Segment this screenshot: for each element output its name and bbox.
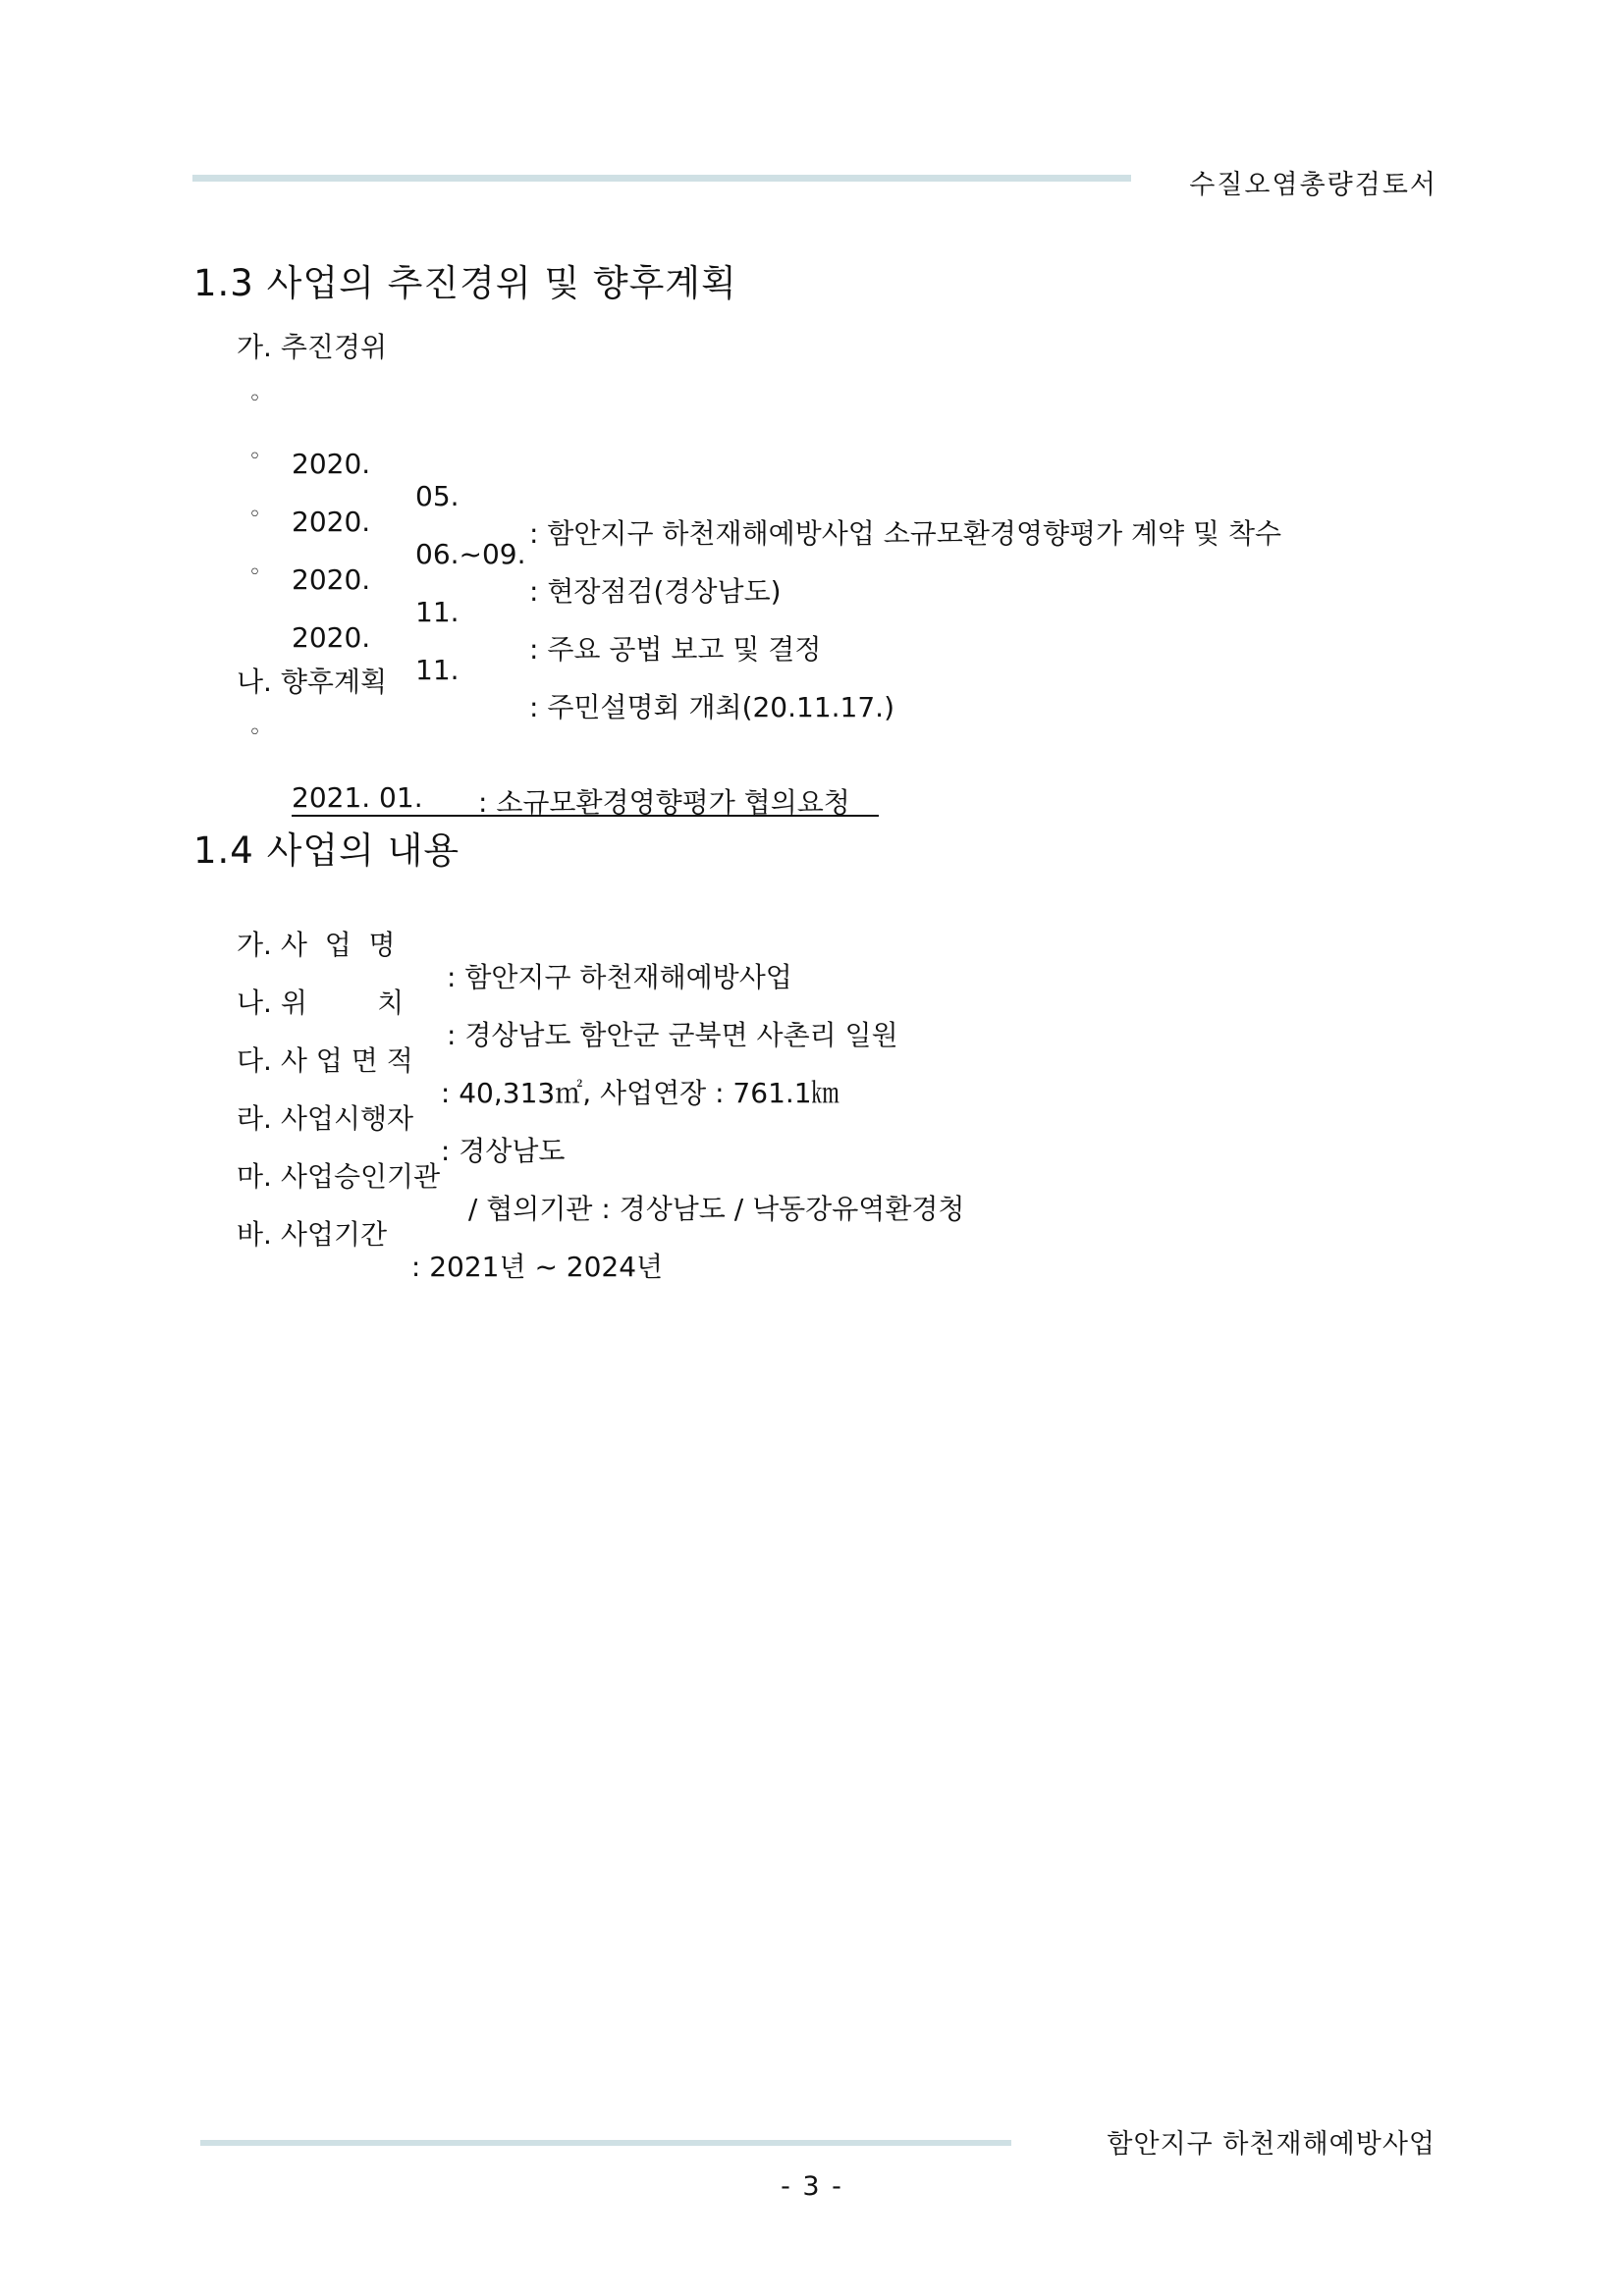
detail-label: 라. 사업시행자: [237, 1102, 414, 1135]
bullet-icon: ◦: [248, 445, 261, 469]
detail-value: : 2021년 ~ 2024년: [403, 1251, 664, 1283]
section-1-4-title: 1.4 사업의 내용: [193, 829, 460, 872]
detail-row: [0, 1181, 1624, 1283]
bullet-icon: ◦: [248, 561, 261, 585]
detail-row: [0, 1007, 1624, 1109]
plan-date: 2021. 01.: [292, 781, 423, 814]
header-divider: [192, 175, 1131, 182]
plan-subtitle: 나. 향후계획: [237, 666, 388, 698]
detail-row: [0, 949, 1624, 1051]
plan-entry: [292, 781, 879, 817]
document-footer-title: 함안지구 하천재해예방사업: [1107, 2129, 1435, 2160]
detail-label: 다. 사 업 면 적: [237, 1044, 413, 1077]
progress-year: 2020.: [292, 621, 371, 654]
bullet-icon: ◦: [248, 387, 261, 411]
bullet-icon: ◦: [248, 721, 261, 745]
progress-month: 05.: [415, 480, 460, 512]
detail-label: 마. 사업승인기관: [237, 1160, 441, 1193]
progress-year: 2020.: [292, 506, 371, 538]
detail-label: 바. 사업기간: [237, 1218, 388, 1251]
detail-row: [0, 1065, 1624, 1167]
progress-month: 11.: [415, 654, 460, 686]
section-1-3-title: 1.3 사업의 추진경위 및 향후계획: [193, 262, 737, 304]
detail-value: : 경상남도: [432, 1135, 566, 1167]
detail-label: 나. 위 치: [237, 987, 405, 1019]
progress-year: 2020.: [292, 448, 371, 480]
detail-row: [0, 1123, 1624, 1225]
detail-value: : 40,313㎡, 사업연장 : 761.1㎞: [432, 1077, 839, 1109]
detail-value: : 경상남도 함안군 군북면 사촌리 일원: [447, 1019, 898, 1051]
progress-month: 11.: [415, 596, 460, 628]
detail-value: / 협의기관 : 경상남도 / 낙동강유역환경청: [460, 1193, 965, 1225]
detail-value: : 함안지구 하천재해예방사업: [447, 961, 792, 993]
footer-divider: [200, 2140, 1011, 2146]
progress-item: [0, 383, 1624, 550]
progress-desc: : 주요 공법 보고 및 결정: [529, 633, 822, 666]
progress-year: 2020.: [292, 563, 371, 596]
detail-row: [0, 891, 1624, 993]
bullet-icon: ◦: [248, 503, 261, 527]
progress-month: 06.~09.: [415, 538, 526, 570]
progress-desc: : 주민설명회 개최(20.11.17.): [529, 691, 895, 723]
detail-label: 가. 사 업 명: [237, 929, 396, 961]
page-number: - 3 -: [781, 2171, 843, 2202]
document-header-title: 수질오염총량검토서: [1189, 170, 1437, 200]
plan-item: [0, 717, 1624, 819]
progress-desc: : 현장점검(경상남도): [529, 575, 782, 608]
progress-desc: : 함안지구 하천재해예방사업 소규모환경영향평가 계약 및 착수: [529, 517, 1282, 550]
plan-desc: : 소규모환경영향평가 협의요청: [478, 786, 850, 819]
progress-subtitle: 가. 추진경위: [237, 331, 388, 363]
